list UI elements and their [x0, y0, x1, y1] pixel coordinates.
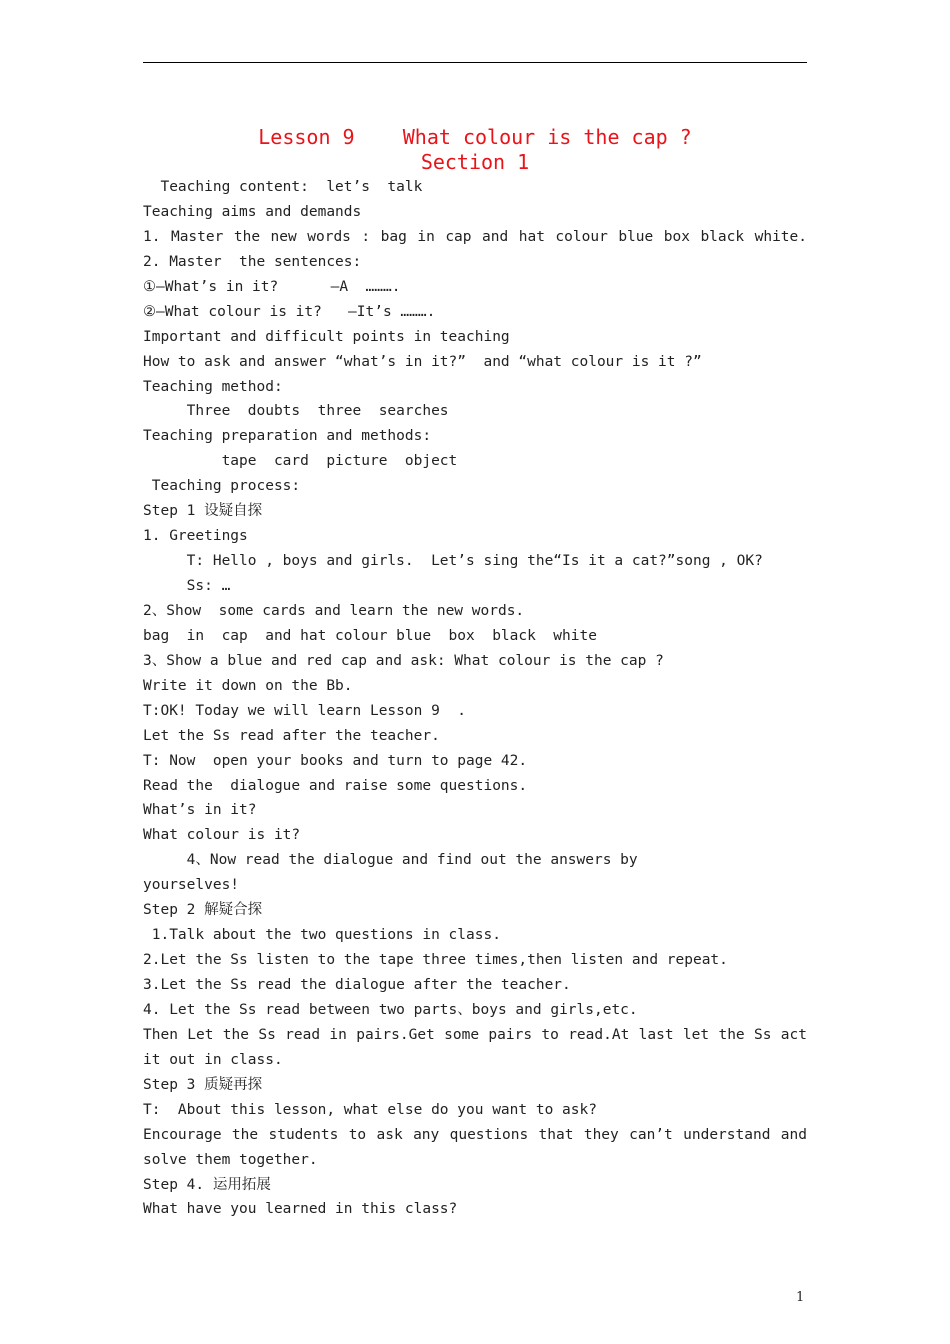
step-1-heading: Step 1 设疑自探 [143, 503, 263, 520]
teaching-content: Teaching content: let’s talk [143, 179, 423, 195]
raise-questions: Read the dialogue and raise some questions. [143, 777, 528, 794]
aim-sentences: 2. Master the sentences: [143, 253, 362, 270]
show-cap: 3、Show a blue and red cap and ask: What colour is the cap ? [143, 652, 664, 669]
step-3-heading: Step 3 质疑再探 [143, 1076, 263, 1093]
header-rule [143, 62, 807, 63]
greetings: 1. Greetings [143, 528, 248, 545]
preparation-heading: Teaching preparation and methods: [143, 428, 432, 445]
aims-heading: Teaching aims and demands [143, 203, 362, 220]
method-heading: Teaching method: [143, 378, 283, 395]
key-points: How to ask and answer “what’s in it?” and “what colour is it ?” [143, 353, 702, 370]
section-title: Section 1 [420, 150, 530, 174]
step-2-item-1: 1.Talk about the two questions in class. [143, 927, 501, 944]
today-lesson: T:OK! Today we will learn Lesson 9 . [143, 702, 467, 719]
new-words: bag in cap and hat colour blue box black white [143, 627, 597, 644]
lesson-title: Lesson 9 What colour is the cap ? [258, 125, 692, 149]
lesson-body [143, 175, 807, 1222]
preparation-text: tape card picture object [143, 453, 458, 470]
show-cards: 2、Show some cards and learn the new words. [143, 602, 525, 619]
question-2: What colour is it? [143, 827, 301, 844]
method-text: Three doubts three searches [143, 403, 449, 420]
find-answers: 4、Now read the dialogue and find out the answers by [143, 852, 638, 869]
encourage-students: Encourage the students to ask any questions that they can’t understand and [143, 1126, 807, 1143]
aim-words: 1. Master the new words : bag in cap and hat colour blue box black white. [143, 228, 807, 245]
step-2-item-3: 3.Let the Ss read the dialogue after the teacher. [143, 977, 571, 993]
act-it-out: it out in class. [143, 1051, 283, 1068]
sentence-2: ②—What colour is it? —It’s ………. [143, 303, 436, 320]
step-2-item-2: 2.Let the Ss listen to the tape three times,then listen and repeat. [143, 952, 728, 969]
process-heading: Teaching process: [143, 478, 301, 495]
step-2-item-4: 4. Let the Ss read between two parts、boys and girls,etc. [143, 1001, 638, 1018]
students-reply: Ss: … [143, 578, 231, 594]
learned-question: What have you learned in this class? [143, 1201, 458, 1218]
write-down: Write it down on the Bb. [143, 677, 353, 694]
open-books: T: Now open your books and turn to page 42. [143, 752, 528, 769]
read-in-pairs: Then Let the Ss read in pairs.Get some pairs to read.At last let the Ss act [143, 1026, 807, 1043]
read-after-teacher: Let the Ss read after the teacher. [143, 727, 440, 744]
page-number: 1 [796, 1290, 805, 1305]
find-answers-cont: yourselves! [143, 877, 240, 894]
teacher-greeting: T: Hello , boys and girls. Let’s sing the“Is it a cat?”song , OK? [143, 553, 763, 570]
question-1: What’s in it? [143, 802, 257, 819]
solve-together: solve them together. [143, 1151, 318, 1168]
step-2-heading: Step 2 解疑合探 [143, 902, 263, 919]
step-4-heading: Step 4. 运用拓展 [143, 1176, 271, 1193]
sentence-1: ①—What’s in it? —A ………. [143, 278, 401, 295]
key-points-heading: Important and difficult points in teaching [143, 328, 510, 345]
teacher-question: T: About this lesson, what else do you want to ask? [143, 1101, 597, 1118]
